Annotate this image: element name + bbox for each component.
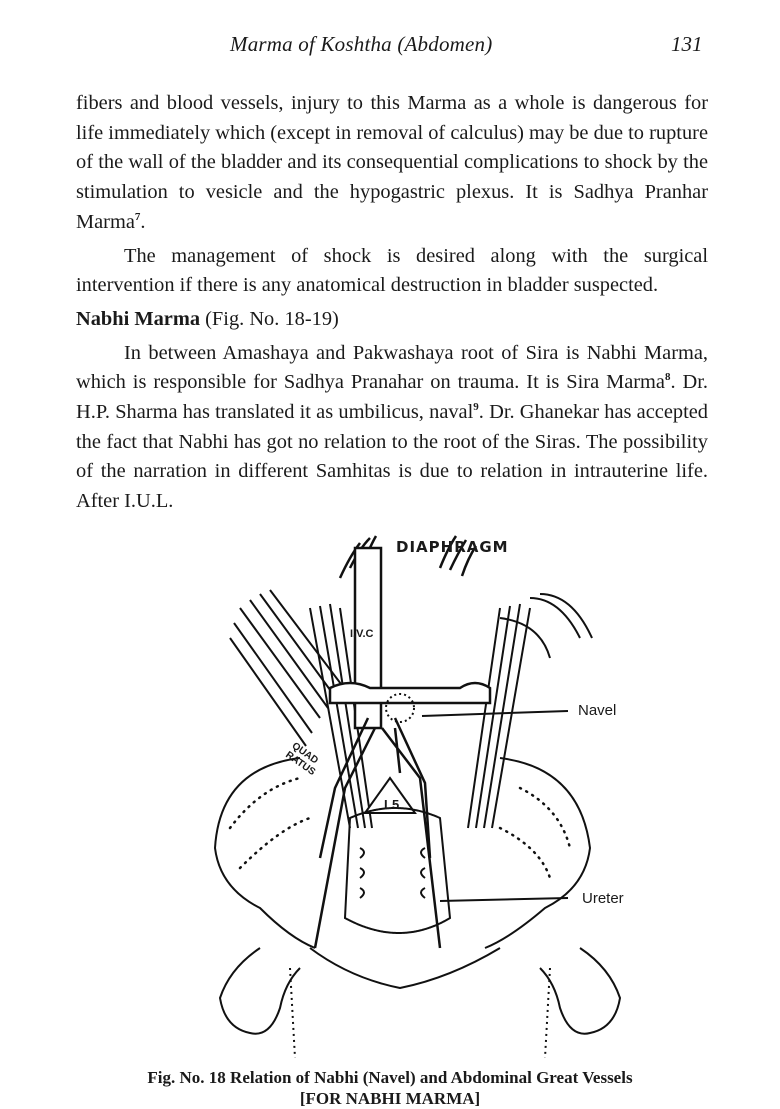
label-navel: Navel bbox=[578, 702, 617, 719]
great-vessels bbox=[315, 548, 490, 948]
paragraph-1: fibers and blood vessels, injury to this Marma as a whole is dangerous for life immediately which (except in removal of calculus) may be due to rupture of the wall of the bladder and its consequential complications to shock by the stimulation to vesicle and the hypogastric plexus. It is Sadhya Pranhar Marma$^7$. bbox=[76, 92, 708, 233]
section-heading-title: Nabhi Marma bbox=[76, 307, 201, 330]
label-diaphragm: DIAPHRAGM bbox=[396, 538, 509, 556]
paragraph-2: The management of shock is desired along with the surgical intervention if there is any anatomical destruction in bladder suspected. bbox=[76, 244, 708, 297]
label-ivc: I.V.C bbox=[350, 628, 374, 640]
figure-caption bbox=[0, 1067, 780, 1109]
navel-pointer-line bbox=[422, 711, 568, 716]
ureter-pointer-line bbox=[440, 898, 568, 901]
footnote-ref-7: 7 bbox=[134, 211, 141, 224]
label-ureter: Ureter bbox=[582, 890, 624, 907]
abdomen-illustration bbox=[200, 528, 640, 1066]
label-l5: L5 bbox=[384, 797, 400, 812]
page-header bbox=[0, 32, 780, 62]
figure-caption-line-1: Fig. No. 18 Relation of Nabhi (Navel) and Abdominal Great Vessels bbox=[147, 1068, 633, 1087]
label-quadratus: QUAD RATUS bbox=[283, 740, 321, 778]
sacrum bbox=[345, 808, 450, 933]
paragraph-3: In between Amashaya and Pakwashaya root of Sira is Nabhi Marma, which is responsible for Sadhya Pranahar on trauma. It is Sira Marma$^8$. Dr. H.P. Sharma has translated it as umbilicus, naval$^9$. Dr. Ghanekar has accepted the fact that Nabhi has got no relation to the root of the Siras. The possibility of the narration in different Samhitas is due to relation in intrauterine life. After I.U.L. bbox=[76, 341, 708, 513]
running-title: Marma of Koshtha (Abdomen) bbox=[230, 32, 493, 56]
body-text bbox=[76, 89, 708, 517]
footnote-ref-8: 8 bbox=[664, 371, 671, 384]
left-iliac-wing bbox=[215, 758, 315, 948]
right-muscle-hatching bbox=[468, 594, 592, 828]
page-number: 131 bbox=[671, 32, 703, 56]
right-iliac-wing bbox=[485, 758, 590, 948]
section-heading-figref: (Fig. No. 18-19) bbox=[200, 307, 339, 330]
section-heading bbox=[76, 305, 708, 335]
footnote-ref-9: 9 bbox=[473, 401, 479, 414]
right-femur-head bbox=[540, 948, 620, 1034]
figure-caption-line-2: [FOR NABHI MARMA] bbox=[299, 1089, 481, 1108]
left-muscle-hatching bbox=[230, 590, 372, 828]
pubic-arch bbox=[310, 948, 500, 988]
left-femur-head bbox=[220, 948, 300, 1034]
anatomical-figure bbox=[200, 528, 640, 1066]
